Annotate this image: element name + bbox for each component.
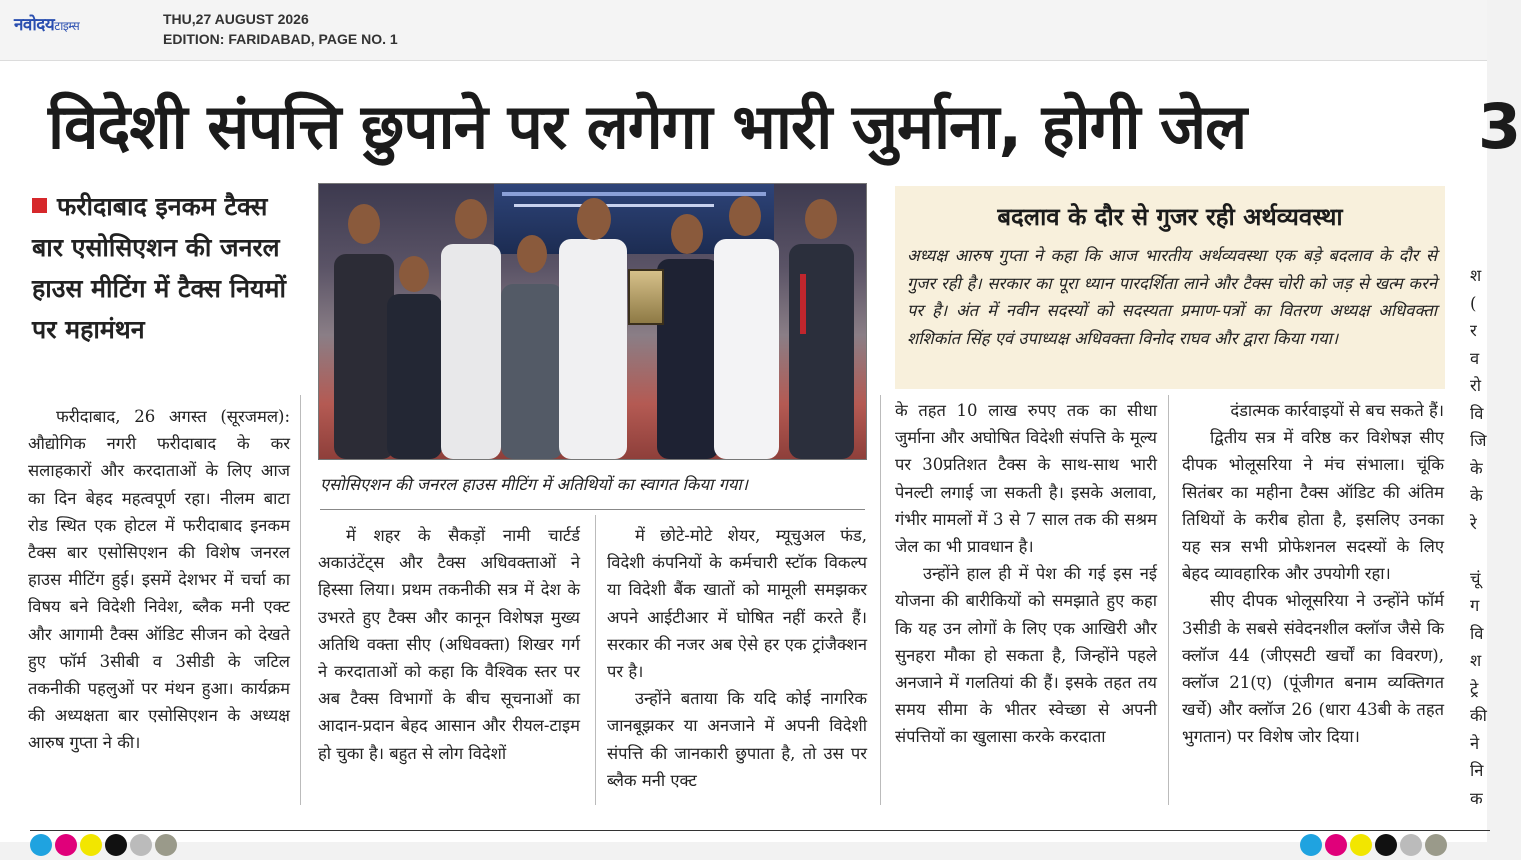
registration-marks-right — [1300, 834, 1450, 846]
column-divider — [880, 395, 881, 805]
edge-text-fragment: श — [1470, 266, 1482, 285]
page-header — [0, 0, 1487, 61]
edge-text-fragment: र — [1470, 321, 1477, 340]
edition-info — [163, 9, 398, 49]
column-4-paragraph: उन्होंने हाल ही में पेश की गई इस नई योजना की बारीकियों को समझाते हुए कहा कि यह उन लोगों के लिए एक आखिरी और सुनहरा मौका हो सकता है, जिन्होंने पहले अनजाने में गलतियां की हैं। इसके तहत तय समय सीमा के भीतर स्वेच्छा से अपनी संपत्तियों का खुलासा करके करदाता — [895, 564, 1157, 747]
registration-dot — [1300, 834, 1322, 856]
registration-dot — [30, 834, 52, 856]
award-plaque — [628, 269, 664, 325]
column-5-paragraph: सीए दीपक भोलूसरिया ने उन्होंने फॉर्म 3सीडी के सबसे संवेदनशील क्लॉज जैसे कि क्लॉज 44 (जीएसटी खर्चों का विवरण), क्लॉज 21(ए) (पूंजीगत बनाम व्यक्तिगत खर्चे) और क्लॉज 26 (धारा 43बी के तहत भुगतान) पर विशेष जोर दिया। — [1182, 591, 1444, 747]
edge-text-fragment: के — [1470, 458, 1483, 478]
date-line: THU,27 AUGUST 2026 — [163, 11, 309, 27]
group-photo-figures — [319, 184, 866, 459]
newspaper-logo[interactable] — [14, 12, 79, 35]
edge-text-fragment: ने — [1470, 733, 1480, 753]
column-divider — [595, 515, 596, 805]
edge-text-fragment: नि — [1470, 761, 1484, 780]
subheadline — [32, 186, 297, 350]
column-3 — [607, 522, 867, 794]
edge-text-fragment: व — [1470, 348, 1480, 368]
registration-dot — [55, 834, 77, 856]
edge-text-fragment: रो — [1470, 376, 1482, 395]
edge-text-fragment: श — [1470, 651, 1482, 670]
subheadline-text: फरीदाबाद इनकम टैक्स बार एसोसिएशन की जनरल हाउस मीटिंग में टैक्स नियमों पर महामंथन — [32, 192, 286, 344]
column-5-paragraph: द्वितीय सत्र में वरिष्ठ कर विशेषज्ञ सीए दीपक भोलूसरिया ने मंच संभाला। चूंकि सितंबर का महीना टैक्स ऑडिट की अंतिम तिथियों के करीब होता है, इसलिए उनका यह सत्र सभी प्रोफेशनल सदस्यों के लिए बेहद व्यावहारिक और उपयोगी रहा। — [1182, 428, 1444, 584]
edge-text-fragment — [1470, 537, 1490, 565]
logo-subtext: टाइम्स — [54, 19, 80, 33]
edge-text-fragment: ट्रे — [1470, 678, 1479, 698]
registration-dot — [155, 834, 177, 856]
edge-text-fragment: की — [1470, 706, 1487, 725]
registration-dot — [1425, 834, 1447, 856]
caption-divider — [320, 509, 865, 510]
page-bottom-rule — [30, 830, 1490, 831]
edge-text-fragment: रे — [1470, 513, 1477, 533]
edge-text-fragment: ( — [1470, 293, 1477, 313]
registration-dot — [130, 834, 152, 856]
highlight-box-text: अध्यक्ष आरुष गुप्ता ने कहा कि आज भारतीय अर्थव्यवस्था एक बड़े बदलाव के दौर से गुजर रही है। सरकार का पूरा ध्यान पारदर्शिता लाने और टैक्स चोरी को जड़ से खत्म करने पर है। अंत में नवीन सदस्यों को सदस्यता प्रमाण-पत्रों का वितरण अध्यक्ष अधिवक्ता शशिकांत सिंह एवं उपाध्यक्ष अधिवक्ता विनोद राघव और द्वारा किया गया। — [907, 246, 1437, 348]
edge-text-fragment: के — [1470, 486, 1483, 505]
photo-caption: एसोसिएशन की जनरल हाउस मीटिंग में अतिथियों का स्वागत किया गया। — [320, 475, 748, 494]
column-2 — [318, 522, 580, 767]
registration-marks-left — [30, 834, 180, 846]
registration-dot — [1400, 834, 1422, 856]
edition-line: EDITION: FARIDABAD, PAGE NO. 1 — [163, 31, 398, 47]
event-photo[interactable] — [318, 183, 867, 460]
column-4 — [895, 397, 1157, 751]
column-3-paragraph: में छोटे-मोटे शेयर, म्यूचुअल फंड, विदेशी कंपनियों के कर्मचारी स्टॉक विकल्प या विदेशी बैंक खातों को मामूली समझकर अपने आईटीआर में घोषित नहीं करते हैं। सरकार की नजर अब ऐसे हर एक ट्रांजैक्शन पर है। — [607, 526, 867, 682]
column-3-paragraph: उन्होंने बताया कि यदि कोई नागरिक जानबूझकर या अनजाने में अपनी विदेशी संपत्ति की जानकारी छुपाता है, तो उस पर ब्लैक मनी एक्ट — [607, 689, 867, 790]
column-5-paragraph: दंडात्मक कार्रवाइयों से बच सकते हैं। — [1230, 401, 1444, 420]
column-divider — [1168, 395, 1169, 805]
edge-text-fragment: चूं — [1470, 568, 1481, 588]
adjacent-article-edge — [1470, 262, 1490, 812]
edge-text-fragment: क — [1470, 788, 1483, 808]
registration-dot — [1350, 834, 1372, 856]
column-1-text: फरीदाबाद, 26 अगस्त (सूरजमल): औद्योगिक नगरी फरीदाबाद के कर सलाहकारों और करदाताओं के लिए आज का दिन बेहद महत्वपूर्ण रहा। नीलम बाटा रोड स्थित एक होटल में फरीदाबाद इनकम टैक्स बार एसोसिएशन की विशेष जनरल हाउस मीटिंग हुई। इसमें देशभर में चर्चा का विषय बने विदेशी निवेश, ब्लैक मनी एक्ट और आगामी टैक्स ऑडिट सीजन को देखते हुए फॉर्म 3सीबी व 3सीडी के जटिल तकनीकी पहलुओं पर मंथन हुआ। कार्यक्रम की अध्यक्षता बार एसोसिएशन के अध्यक्ष आरुष गुप्ता ने की। — [28, 407, 290, 753]
logo-text: नवोदय — [14, 15, 55, 35]
registration-dot — [1375, 834, 1397, 856]
column-2-text: में शहर के सैकड़ों नामी चार्टर्ड अकाउंटेंट्स और टैक्स अधिवक्ताओं ने हिस्सा लिया। प्रथम तकनीकी सत्र में देश के उभरते हुए टैक्स और कानून विशेषज्ञ मुख्य अतिथि वक्ता सीए (अधिवक्ता) शिखर गर्ग ने करदाताओं को कहा कि वैश्विक स्तर पर अब टैक्स विभागों के बीच सूचनाओं का आदान-प्रदान बेहद आसान और रीयल-टाइम हो चुका है। बहुत से लोग विदेशों — [318, 526, 580, 763]
registration-dot — [105, 834, 127, 856]
highlight-box — [895, 186, 1445, 389]
column-5 — [1182, 397, 1444, 751]
edge-text-fragment: वि — [1470, 403, 1484, 423]
registration-dot — [80, 834, 102, 856]
registration-dot — [1325, 834, 1347, 856]
column-divider — [300, 395, 301, 805]
column-1 — [28, 403, 290, 757]
edge-text-fragment: वि — [1470, 623, 1484, 643]
headline: विदेशी संपत्ति छुपाने पर लगेगा भारी जुर्माना, होगी जेल — [48, 90, 1247, 163]
adjacent-headline-edge: 3 — [1478, 90, 1521, 163]
edge-text-fragment: जि — [1470, 431, 1487, 450]
highlight-box-title: बदलाव के दौर से गुजर रही अर्थव्यवस्था — [997, 203, 1343, 231]
red-bullet-icon — [32, 198, 47, 213]
column-4-paragraph: के तहत 10 लाख रुपए तक का सीधा जुर्माना और अघोषित विदेशी संपत्ति के मूल्य पर 30प्रतिशत टैक्स के साथ-साथ भारी पेनल्टी लगाई जा सकती है। इसके अलावा, गंभीर मामलों में 3 से 7 साल तक की सश्रम जेल का भी प्रावधान है। — [895, 401, 1157, 557]
edge-text-fragment: ग — [1470, 596, 1480, 615]
